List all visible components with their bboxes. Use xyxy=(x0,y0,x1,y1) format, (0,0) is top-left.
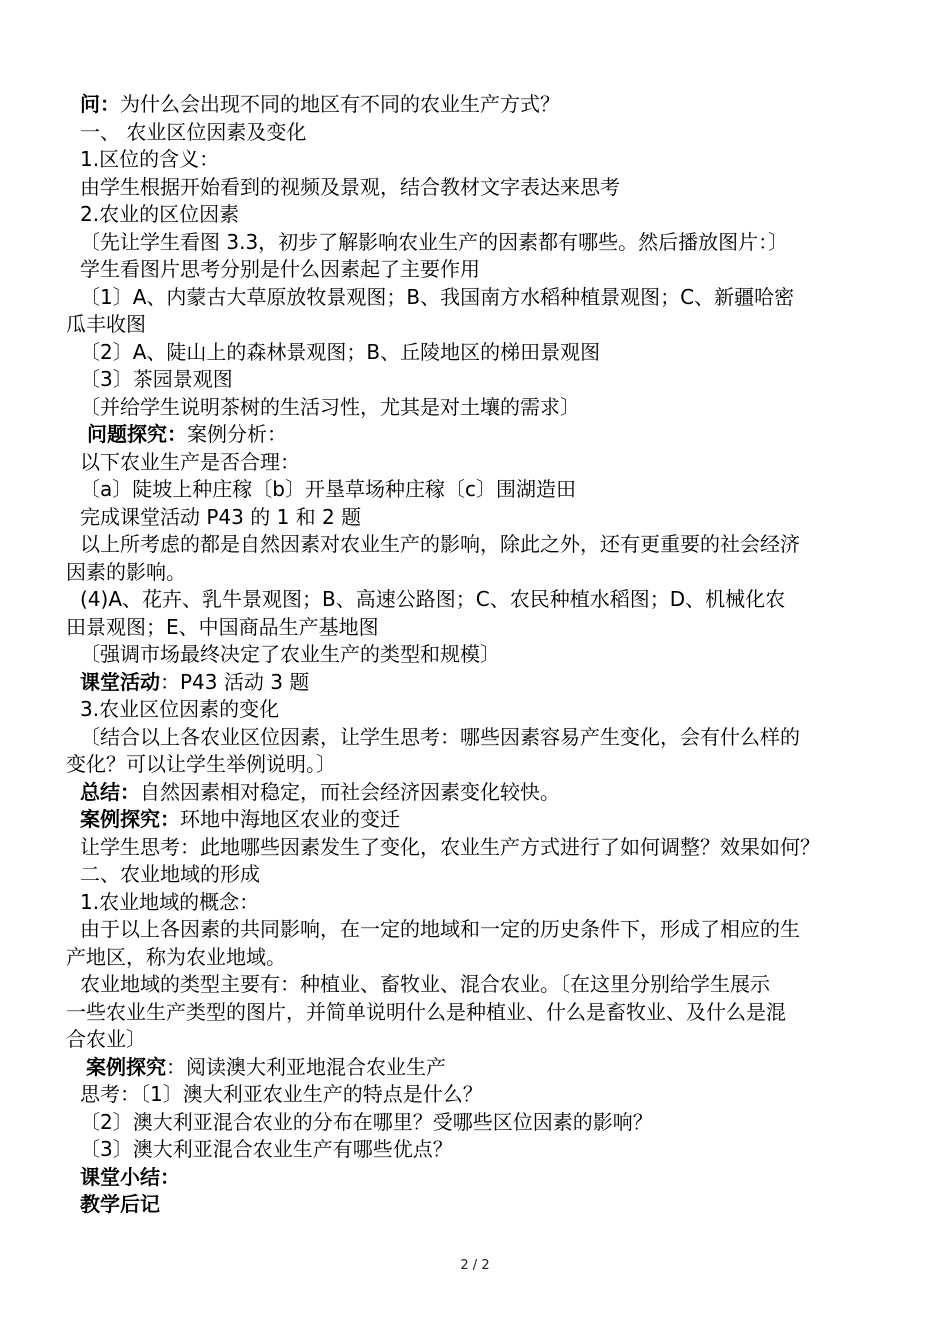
text-line xyxy=(80,1191,950,1218)
text-line xyxy=(66,1026,950,1053)
line-text: 农业地域的类型主要有：种植业、畜牧业、混合农业。〔在这里分别给学生展示 xyxy=(80,972,770,996)
line-text: 〔3〕澳大利亚混合农业生产有哪些优点？ xyxy=(80,1137,453,1161)
bold-label: 问： xyxy=(80,92,120,116)
text-line xyxy=(80,229,950,256)
text-line xyxy=(80,256,950,283)
bold-label: 总结： xyxy=(80,780,140,804)
text-line xyxy=(80,724,950,751)
text-line xyxy=(80,1136,950,1163)
text-line xyxy=(80,806,950,833)
text-line xyxy=(80,779,950,806)
text-line xyxy=(80,146,950,173)
line-text: 为什么会出现不同的地区有不同的农业生产方式？ xyxy=(120,92,560,116)
text-line xyxy=(80,669,950,696)
line-text: 〔并给学生说明茶树的生活习性，尤其是对土壤的需求〕 xyxy=(80,395,580,419)
text-line xyxy=(80,449,950,476)
line-text: 〔3〕茶园景观图 xyxy=(80,367,233,391)
text-line xyxy=(80,476,950,503)
bold-label: 课堂小结： xyxy=(80,1165,180,1189)
text-line xyxy=(80,971,950,998)
text-line xyxy=(80,1081,950,1108)
text-line xyxy=(80,119,950,146)
line-text: 一些农业生产类型的图片，并简单说明什么是种植业、什么是畜牧业、及什么是混 xyxy=(66,1000,786,1024)
line-text: ：阅读澳大利亚地混合农业生产 xyxy=(166,1055,446,1079)
line-text: 二、农业地域的形成 xyxy=(80,862,260,886)
line-text: 由学生根据开始看到的视频及景观，结合教材文字表达来思考 xyxy=(80,175,620,199)
bold-label: 问题探究： xyxy=(87,422,187,446)
line-text: 一、 农业区位因素及变化 xyxy=(80,120,307,144)
line-text: 〔2〕澳大利亚混合农业的分布在哪里？受哪些区位因素的影响？ xyxy=(80,1110,653,1134)
line-text: 田景观图；E、中国商品生产基地图 xyxy=(66,615,379,639)
text-line xyxy=(66,751,950,778)
text-line xyxy=(80,91,950,118)
text-line xyxy=(80,861,950,888)
line-text: 1.区位的含义： xyxy=(80,147,220,171)
text-line xyxy=(80,889,950,916)
line-text: 1.农业地域的概念： xyxy=(80,890,260,914)
line-text: 因素的影响。 xyxy=(66,560,186,584)
line-text: 完成课堂活动 P43 的 1 和 2 题 xyxy=(80,505,362,529)
bold-label: 案例探究： xyxy=(80,807,180,831)
text-line xyxy=(66,559,950,586)
line-text: 思考：〔1〕澳大利亚农业生产的特点是什么？ xyxy=(80,1082,483,1106)
line-text: 环地中海地区农业的变迁 xyxy=(180,807,400,831)
text-line xyxy=(80,641,950,668)
line-text: 自然因素相对稳定，而社会经济因素变化较快。 xyxy=(140,780,560,804)
bold-label: 案例探究 xyxy=(86,1055,166,1079)
line-text: (4)A、花卉、乳牛景观图；B、高速公路图；C、农民种植水稻图；D、机械化农 xyxy=(80,587,786,611)
text-line xyxy=(86,1054,950,1081)
text-line xyxy=(80,366,950,393)
text-line xyxy=(66,311,950,338)
line-text: 产地区，称为农业地域。 xyxy=(66,945,286,969)
line-text: 以下农业生产是否合理： xyxy=(80,450,300,474)
line-text: 学生看图片思考分别是什么因素起了主要作用 xyxy=(80,257,480,281)
line-text: 〔1〕A、内蒙古大草原放牧景观图；B、我国南方水稻种植景观图；C、新疆哈密 xyxy=(80,285,795,309)
line-text: ：P43 活动 3 题 xyxy=(160,670,310,694)
line-text: 〔a〕陡坡上种庄稼〔b〕开垦草场种庄稼〔c〕围湖造田 xyxy=(80,477,576,501)
text-line xyxy=(80,1164,950,1191)
line-text: 让学生思考：此地哪些因素发生了变化，农业生产方式进行了如何调整？效果如何？ xyxy=(80,835,820,859)
text-line xyxy=(80,834,950,861)
bold-label: 课堂活动 xyxy=(80,670,160,694)
text-line xyxy=(66,999,950,1026)
text-line xyxy=(80,1109,950,1136)
text-line xyxy=(80,916,950,943)
text-line xyxy=(80,339,950,366)
line-text: 〔2〕A、陡山上的森林景观图；B、丘陵地区的梯田景观图 xyxy=(80,340,601,364)
line-text: 〔结合以上各农业区位因素，让学生思考：哪些因素容易产生变化，会有什么样的 xyxy=(80,725,800,749)
text-line xyxy=(80,174,950,201)
line-text: 3.农业区位因素的变化 xyxy=(80,697,280,721)
text-line xyxy=(87,421,950,448)
line-text: 由于以上各因素的共同影响，在一定的地域和一定的历史条件下，形成了相应的生 xyxy=(80,917,800,941)
text-line xyxy=(80,696,950,723)
line-text: 合农业〕 xyxy=(66,1027,146,1051)
text-line xyxy=(80,394,950,421)
text-line xyxy=(80,201,950,228)
line-text: 变化？可以让学生举例说明。〕 xyxy=(66,752,336,776)
line-text: 〔先让学生看图 3.3，初步了解影响农业生产的因素都有哪些。然后播放图片：〕 xyxy=(80,230,789,254)
page-number: 2 / 2 xyxy=(460,1258,490,1273)
text-line xyxy=(66,944,950,971)
bold-label: 教学后记 xyxy=(80,1192,160,1216)
line-text: 〔强调市场最终决定了农业生产的类型和规模〕 xyxy=(80,642,500,666)
text-line xyxy=(80,284,950,311)
line-text: 以上所考虑的都是自然因素对农业生产的影响，除此之外，还有更重要的社会经济 xyxy=(80,532,800,556)
text-line xyxy=(66,614,950,641)
line-text: 2.农业的区位因素 xyxy=(80,202,240,226)
line-text: 案例分析： xyxy=(187,422,287,446)
line-text: 瓜丰收图 xyxy=(66,312,146,336)
text-line xyxy=(80,586,950,613)
text-line xyxy=(80,531,950,558)
text-line xyxy=(80,504,950,531)
